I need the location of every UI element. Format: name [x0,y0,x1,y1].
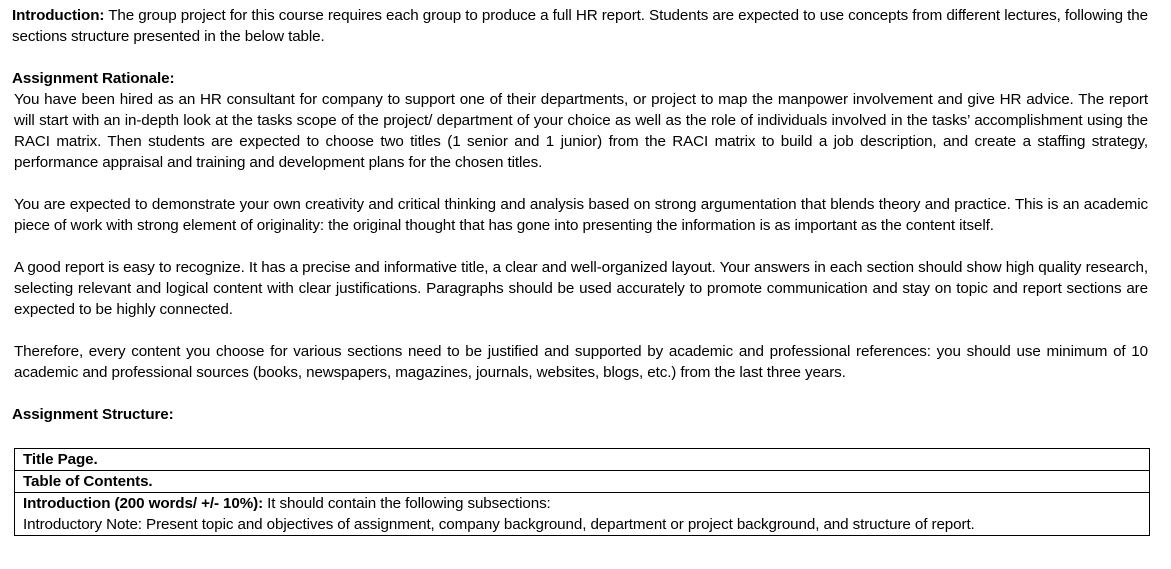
rationale-paragraph-4: Therefore, every content you choose for various sections need to be justified and supported by academic and professional references: you should use minimum of 10 academic and professional sources (books, newspapers, magazines, journals, websites, blogs, etc.) from the last three years. [14,343,1148,381]
structure-heading: Assignment Structure: [12,406,174,423]
table-of-contents-cell: Table of Contents. [15,471,1150,493]
introduction-paragraph [12,5,1148,47]
introduction-word-count-label: Introduction (200 words/ +/- 10%): [23,495,264,512]
introduction-requirement [23,493,1141,514]
introduction-cell [15,493,1150,536]
rationale-paragraph-2: You are expected to demonstrate your own creativity and critical thinking and analysis based on strong argumentation that blends theory and practice. This is an academic piece of work with strong element of originality: the original thought that has gone into presenting the information is as important as the content itself. [14,196,1148,234]
introductory-note: Introductory Note: Present topic and objectives of assignment, company background, department or project background, and structure of report. [23,516,975,533]
rationale-paragraph-3: A good report is easy to recognize. It has a precise and informative title, a clear and well-organized layout. Your answers in each section should show high quality research, selecting relevant and logical content with clear justifications. Paragraphs should be used accurately to promote communication and stay on topic and report sections are expected to be highly connected. [14,259,1148,318]
introduction-label: Introduction: [12,7,105,24]
table-row [15,493,1150,536]
introduction-requirement-text: It should contain the following subsections: [263,495,551,512]
structure-table [14,448,1150,536]
introduction-text: The group project for this course requires each group to produce a full HR report. Students are expected to use concepts from different lectures, following the sections structure presented in the below table. [12,7,1148,45]
document-body [12,5,1148,425]
title-page-cell: Title Page. [15,449,1150,471]
table-row [15,449,1150,471]
table-row [15,471,1150,493]
rationale-paragraph-1: You have been hired as an HR consultant for company to support one of their departments, or project to map the manpower involvement and give HR advice. The report will start with an in-depth look at the tasks scope of the project/ department of your choice as well as the role of individuals involved in the tasks’ accomplishment using the RACI matrix. Then students are expected to choose two titles (1 senior and 1 junior) from the RACI matrix to build a job description, and create a staffing strategy, performance appraisal and training and development plans for the chosen titles. [14,91,1148,171]
rationale-heading: Assignment Rationale: [12,70,175,87]
